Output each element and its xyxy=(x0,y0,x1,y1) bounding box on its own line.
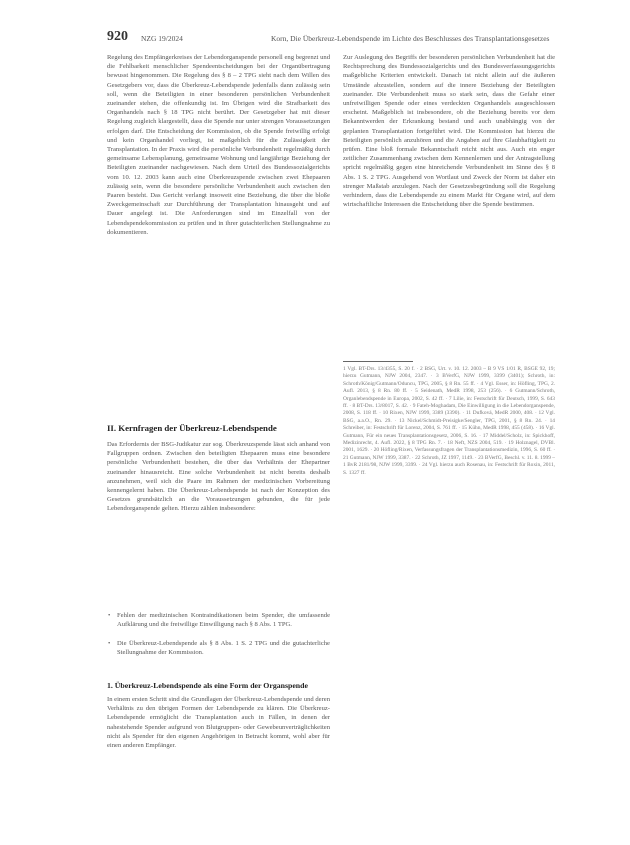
subsection-paragraph: In einem ersten Schritt sind die Grundlagen der Überkreuz-Lebendspende und deren Verhältnis zu den übrigen Formen der Lebendspende zu klären. Die Überkreuz-Lebendspende ermöglicht die Transplantation auch in Fällen, in denen der nahestehende Spender aufgrund von Blutgruppen- oder Gewebeunverträglichkeiten nicht als Spender für den eigenen Angehörigen in Betracht kommt, wohl aber für einen anderen Empfänger. xyxy=(107,696,330,750)
section-heading: II. Kernfragen der Überkreuz-Lebendspende xyxy=(107,423,277,433)
list-item xyxy=(107,611,330,639)
page-number: 920 xyxy=(107,29,128,44)
intro-paragraph: Regelung des Empfängerkreises der Lebendorganspende personell eng begrenzt und die Fehlbarkeit menschlicher Spendeentscheidungen bei der Organübertragung bewusst hingenommen. Die Regelung des § 8 – 2 TPG sieht nach dem Willen des Gesetzgebers vor, dass die Überkreuz-Lebendspende jedenfalls dann zulässig sein soll, wenn die Beteiligten in einer besonderen persönlichen Verbundenheit zueinander stehen, die offenkundig ist. Im Übrigen wird die Strafbarkeit des Organhandels nach § 18 TPG nicht berührt. Der Gesetzgeber hat mit dieser Regelung zugleich klargestellt, dass die Spende nur unter strengen Voraussetzungen erfolgen darf. Die Entscheidung der Kommission, ob die Spende freiwillig erfolgt und kein Organhandel vorliegt, ist maßgeblich für die Zulässigkeit der Transplantation. In der Praxis wird die persönliche Verbundenheit regelmäßig durch gemeinsame Lebensplanung, gemeinsame Wohnung und langjährige Beziehung der Beteiligten zueinander nachgewiesen. Nach dem Urteil des Bundessozialgerichts vom 10. 12. 2003 kann auch eine Überkreuzspende zwischen zwei Ehepaaren zulässig sein, wenn die besondere persönliche Verbundenheit auch zwischen den Paaren besteht. Das Gericht verlangt insoweit eine Beziehung, die über die bloße Zweckgemeinschaft zur Durchführung der Transplantation hinausgeht und auf Dauer angelegt ist. Die Anforderungen sind im Einzelfall von der Lebendspendekommission zu prüfen und in ihrer gutachterlichen Stellungnahme zu dokumentieren. xyxy=(107,54,330,236)
list-item-text: Fehlen der medizinischen Kontraindikationen beim Spender, die umfassende Aufklärung und die freiwillige Einwilligung nach § 8 Abs. 1 TPG. xyxy=(117,612,330,629)
footnotes: 1 Vgl. BT-Drs. 13/4355, S. 20 f. · 2 BSG, Urt. v. 10. 12. 2003 – B 9 VS 1/01 R, BSGE 92, 19; hierzu Gutmann, NJW 2004, 2347. · 3 BVerfG, NJW 1999, 3399 (3401); Schroth, in: Schroth/König/Gutmann/Oduncu, TPG, 2005, § 8 Rn. 55 ff. · 4 Vgl. Esser, in: Höfling, TPG, 2. Aufl. 2013, § 8 Rn. 80 ff. · 5 Seidenath, MedR 1998, 253 (256). · 6 Gutmann/Schroth, Organlebendspende in Europa, 2002, S. 42 ff. · 7 Lilie, in: Festschrift für Deutsch, 1999, S. 643 ff. · 8 BT-Drs. 13/8017, S. 42. · 9 Fateh-Moghadam, Die Einwilligung in die Lebendorganspende, 2008, S. 118 ff. · 10 Rixen, NJW 1999, 3389 (3390). · 11 Dufková, MedR 2000, 408. · 12 Vgl. BSG, a.a.O., Rn. 29. · 13 Nickel/Schmidt-Preisigke/Sengler, TPG, 2001, § 8 Rn. 24. · 14 Schreiber, in: Festschrift für Lorenz, 2004, S. 761 ff. · 15 Kühn, MedR 1998, 455 (458). · 16 Vgl. Gutmann, Für ein neues Transplantationsgesetz, 2006, S. 16. · 17 Middel/Scholz, in: Spickhoff, Medizinrecht, 4. Aufl. 2022, § 8 TPG Rn. 7. · 18 Neft, NZS 2004, 519. · 19 Holznagel, DVBl. 2001, 1629. · 20 Höfling/Rixen, Verfassungsfragen der Transplantationsmedizin, 1996, S. 60 ff. · 21 Gutmann, NJW 1999, 3387. · 22 Schroth, JZ 1997, 1149. · 23 BVerfG, Beschl. v. 11. 8. 1999 – 1 BvR 2181/98, NJW 1999, 3399. · 24 Vgl. hierzu auch Rosenau, in: Festschrift für Roxin, 2011, S. 1327 ff. xyxy=(343,366,555,476)
bullet-icon: • xyxy=(108,640,111,647)
list-item-text: Die Überkreuz-Lebendspende als § 8 Abs. 1 S. 2 TPG und die gutachterliche Stellungnahme der Kommission. xyxy=(117,640,330,657)
right-column xyxy=(343,53,555,806)
list-item xyxy=(107,639,330,667)
issue-label: NZG 19/2024 xyxy=(141,34,183,43)
right-body-paragraph: Zur Auslegung des Begriffs der besonderen persönlichen Verbundenheit hat die Rechtsprechung des Bundessozialgerichts und des Bundesverfassungsgerichts maßgebliche Kriterien entwickelt. Danach ist nicht allein auf die äußeren Umstände abzustellen, sondern auf die innere Beziehung der Beteiligten zueinander. Die Verbundenheit muss so stark sein, dass die Gefahr einer unfreiwilligen Spende oder eines verdeckten Organhandels ausgeschlossen erscheint. Maßgeblich ist insbesondere, ob die Beziehung bereits vor dem Bekanntwerden der Erkrankung bestand und auch unabhängig von der geplanten Transplantation fortgeführt wird. Die Kommission hat hierzu die Beteiligten persönlich anzuhören und die Angaben auf ihre Glaubhaftigkeit zu prüfen. Eine bloß formale Bekanntschaft reicht nicht aus. Auch ein enger zeitlicher Zusammenhang zwischen dem Kennenlernen und der Antragstellung spricht regelmäßig gegen eine hinreichende Verbundenheit im Sinne des § 8 Abs. 1 S. 2 TPG. Ausgehend von Wortlaut und Zweck der Norm ist daher ein strenger Maßstab anzulegen. Nach der Gesetzesbegründung soll die Regelung verhindern, dass die Lebendspende zu einem Markt für Organe wird, auf dem wirtschaftliche Interessen die Entscheidung über die Spende bestimmen. xyxy=(343,54,555,209)
bullet-icon: • xyxy=(108,612,111,619)
left-column xyxy=(107,53,330,769)
bullet-list xyxy=(107,611,330,667)
page-header xyxy=(107,30,553,46)
footnote-divider xyxy=(343,361,413,362)
section-paragraph: Das Erfordernis der BSG-Judikatur zur sog. Überkreuzspende lässt sich anhand von Fallgruppen ordnen. Zwischen den beteiligten Ehepaaren muss eine besondere persönliche Verbundenheit bestehen, die über das Verhältnis der Ehepartner zueinander hinausreicht. Eine solche Verbundenheit ist nicht bereits deshalb anzunehmen, weil sich die Paare im Rahmen der medizinischen Vorbereitung kennengelernt haben. Die Überkreuz-Lebendspende ist nach der Konzeption des Gesetzes grundsätzlich an die Voraussetzungen gebunden, die für jede Lebendorganspende gelten. Hierzu zählen insbesondere: xyxy=(107,441,330,513)
running-title: Korn, Die Überkreuz-Lebendspende im Lichte des Beschlusses des Transplantationsgesetzes xyxy=(271,34,550,43)
subsection-heading: 1. Überkreuz-Lebendspende als eine Form der Organspende xyxy=(107,681,308,690)
